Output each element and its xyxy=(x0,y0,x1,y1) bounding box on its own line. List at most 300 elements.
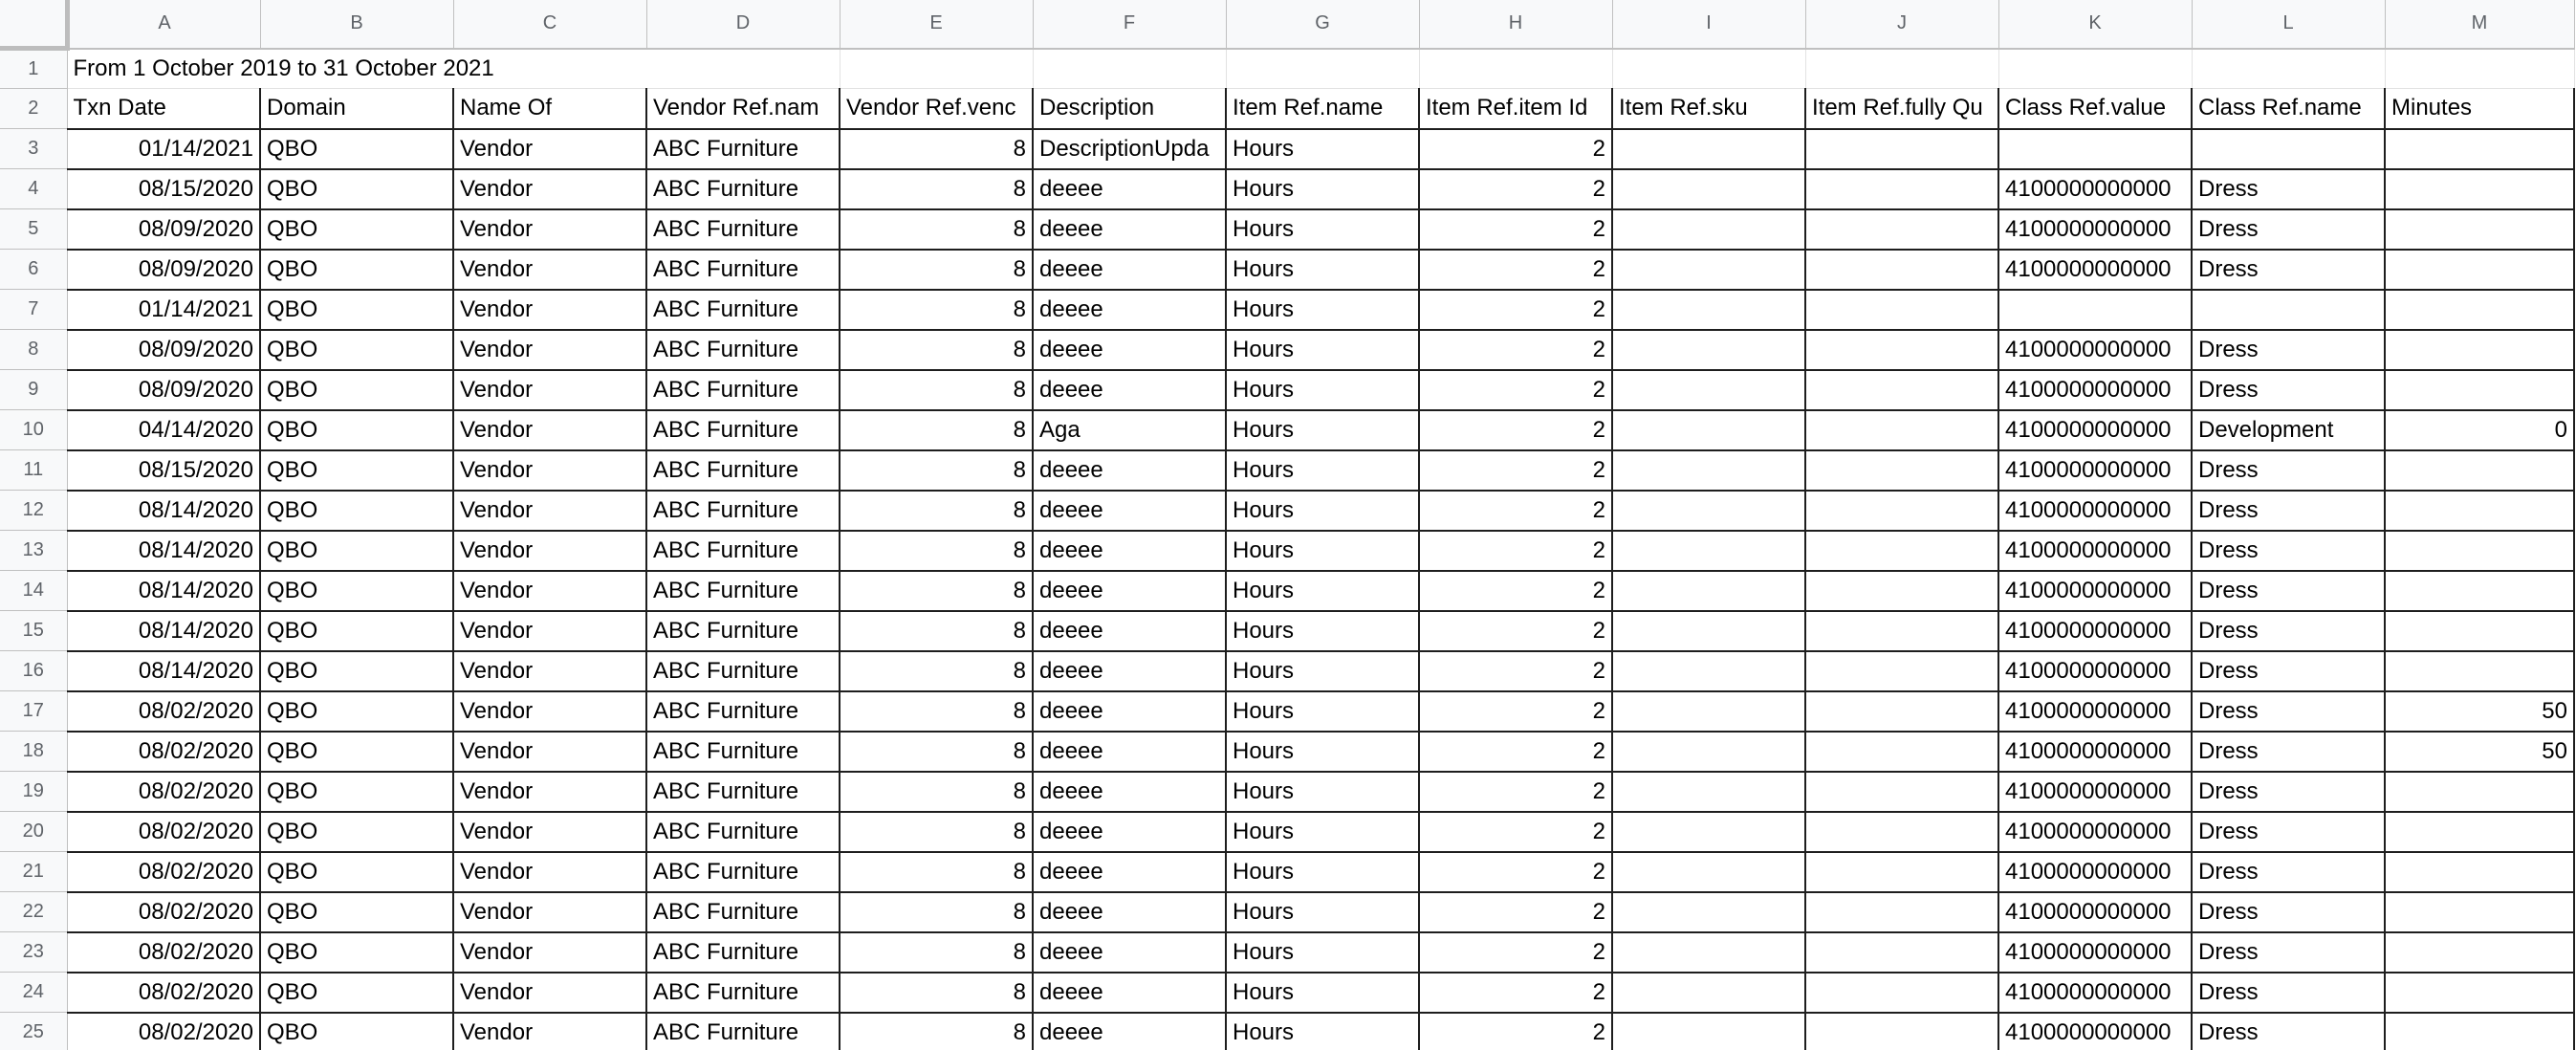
row-header[interactable]: 20 xyxy=(0,812,67,852)
item-name-cell[interactable]: Hours xyxy=(1226,932,1419,973)
minutes-cell[interactable]: 50 xyxy=(2385,732,2574,772)
vendor-name-cell[interactable]: ABC Furniture xyxy=(646,1013,840,1050)
vendor-id-cell[interactable]: 8 xyxy=(840,691,1033,732)
name-of-cell[interactable]: Vendor xyxy=(453,531,646,571)
class-value-cell[interactable]: 4100000000000 xyxy=(1998,370,2192,410)
description-cell[interactable]: deeee xyxy=(1033,370,1226,410)
minutes-cell[interactable] xyxy=(2385,209,2574,250)
minutes-cell[interactable] xyxy=(2385,812,2574,852)
name-of-cell[interactable]: Vendor xyxy=(453,1013,646,1050)
class-value-cell[interactable]: 4100000000000 xyxy=(1998,772,2192,812)
item-name-cell[interactable]: Hours xyxy=(1226,169,1419,209)
domain-cell[interactable]: QBO xyxy=(260,491,453,531)
vendor-name-cell[interactable]: ABC Furniture xyxy=(646,852,840,892)
item-fully-qualified-cell[interactable] xyxy=(1805,531,1998,571)
minutes-cell[interactable] xyxy=(2385,531,2574,571)
class-name-cell[interactable]: Dress xyxy=(2192,531,2385,571)
class-value-cell[interactable]: 4100000000000 xyxy=(1998,450,2192,491)
class-value-cell[interactable]: 4100000000000 xyxy=(1998,732,2192,772)
item-id-cell[interactable]: 2 xyxy=(1419,410,1612,450)
report-title-cell[interactable]: From 1 October 2019 to 31 October 2021 xyxy=(67,49,840,89)
item-sku-cell[interactable] xyxy=(1612,812,1805,852)
class-name-cell[interactable]: Dress xyxy=(2192,812,2385,852)
item-name-cell[interactable]: Hours xyxy=(1226,651,1419,691)
item-sku-cell[interactable] xyxy=(1612,892,1805,932)
class-value-cell[interactable]: 4100000000000 xyxy=(1998,410,2192,450)
item-fully-qualified-cell[interactable] xyxy=(1805,290,1998,330)
domain-cell[interactable]: QBO xyxy=(260,611,453,651)
minutes-cell[interactable] xyxy=(2385,571,2574,611)
class-value-cell[interactable]: 4100000000000 xyxy=(1998,169,2192,209)
txn-date-cell[interactable]: 08/15/2020 xyxy=(67,450,260,491)
txn-date-cell[interactable]: 08/14/2020 xyxy=(67,651,260,691)
item-sku-cell[interactable] xyxy=(1612,932,1805,973)
txn-date-cell[interactable]: 08/02/2020 xyxy=(67,732,260,772)
column-header-i[interactable]: I xyxy=(1612,0,1805,49)
item-id-cell[interactable]: 2 xyxy=(1419,651,1612,691)
item-id-cell[interactable]: 2 xyxy=(1419,973,1612,1013)
vendor-name-cell[interactable]: ABC Furniture xyxy=(646,973,840,1013)
item-name-cell[interactable]: Hours xyxy=(1226,973,1419,1013)
name-of-cell[interactable]: Vendor xyxy=(453,691,646,732)
domain-cell[interactable]: QBO xyxy=(260,812,453,852)
row-header[interactable]: 18 xyxy=(0,732,67,772)
row-header[interactable]: 13 xyxy=(0,531,67,571)
name-of-cell[interactable]: Vendor xyxy=(453,129,646,169)
description-cell[interactable]: deeee xyxy=(1033,732,1226,772)
description-cell[interactable]: deeee xyxy=(1033,250,1226,290)
class-name-cell[interactable]: Dress xyxy=(2192,892,2385,932)
domain-cell[interactable]: QBO xyxy=(260,209,453,250)
txn-date-cell[interactable]: 08/09/2020 xyxy=(67,250,260,290)
description-cell[interactable]: deeee xyxy=(1033,651,1226,691)
item-sku-cell[interactable] xyxy=(1612,491,1805,531)
minutes-cell[interactable] xyxy=(2385,1013,2574,1050)
item-fully-qualified-cell[interactable] xyxy=(1805,450,1998,491)
cell[interactable] xyxy=(1419,49,1612,89)
description-cell[interactable]: deeee xyxy=(1033,450,1226,491)
item-id-cell[interactable]: 2 xyxy=(1419,892,1612,932)
class-name-cell[interactable]: Dress xyxy=(2192,330,2385,370)
item-name-cell[interactable]: Hours xyxy=(1226,892,1419,932)
cell[interactable] xyxy=(1033,49,1226,89)
item-sku-cell[interactable] xyxy=(1612,410,1805,450)
item-sku-cell[interactable] xyxy=(1612,691,1805,732)
item-name-cell[interactable]: Hours xyxy=(1226,732,1419,772)
item-name-cell[interactable]: Hours xyxy=(1226,330,1419,370)
class-value-cell[interactable]: 4100000000000 xyxy=(1998,852,2192,892)
class-value-cell[interactable]: 4100000000000 xyxy=(1998,812,2192,852)
item-sku-cell[interactable] xyxy=(1612,571,1805,611)
header-cell-description[interactable]: Description xyxy=(1033,89,1226,129)
item-name-cell[interactable]: Hours xyxy=(1226,290,1419,330)
domain-cell[interactable]: QBO xyxy=(260,129,453,169)
vendor-id-cell[interactable]: 8 xyxy=(840,209,1033,250)
vendor-name-cell[interactable]: ABC Furniture xyxy=(646,250,840,290)
domain-cell[interactable]: QBO xyxy=(260,571,453,611)
txn-date-cell[interactable]: 08/02/2020 xyxy=(67,892,260,932)
txn-date-cell[interactable]: 08/02/2020 xyxy=(67,932,260,973)
item-id-cell[interactable]: 2 xyxy=(1419,290,1612,330)
column-header-b[interactable]: B xyxy=(260,0,453,49)
column-header-e[interactable]: E xyxy=(840,0,1033,49)
row-header[interactable]: 15 xyxy=(0,611,67,651)
header-cell-vendor-ref-vendor[interactable]: Vendor Ref.venc xyxy=(840,89,1033,129)
name-of-cell[interactable]: Vendor xyxy=(453,651,646,691)
item-name-cell[interactable]: Hours xyxy=(1226,772,1419,812)
cell[interactable] xyxy=(1998,49,2192,89)
minutes-cell[interactable] xyxy=(2385,370,2574,410)
item-id-cell[interactable]: 2 xyxy=(1419,1013,1612,1050)
vendor-name-cell[interactable]: ABC Furniture xyxy=(646,571,840,611)
column-header-f[interactable]: F xyxy=(1033,0,1226,49)
description-cell[interactable]: DescriptionUpda xyxy=(1033,129,1226,169)
domain-cell[interactable]: QBO xyxy=(260,330,453,370)
item-fully-qualified-cell[interactable] xyxy=(1805,892,1998,932)
item-name-cell[interactable]: Hours xyxy=(1226,250,1419,290)
class-name-cell[interactable]: Dress xyxy=(2192,852,2385,892)
item-sku-cell[interactable] xyxy=(1612,852,1805,892)
vendor-id-cell[interactable]: 8 xyxy=(840,852,1033,892)
description-cell[interactable]: deeee xyxy=(1033,169,1226,209)
minutes-cell[interactable] xyxy=(2385,611,2574,651)
vendor-id-cell[interactable]: 8 xyxy=(840,169,1033,209)
domain-cell[interactable]: QBO xyxy=(260,973,453,1013)
minutes-cell[interactable] xyxy=(2385,129,2574,169)
item-name-cell[interactable]: Hours xyxy=(1226,370,1419,410)
class-name-cell[interactable]: Dress xyxy=(2192,370,2385,410)
txn-date-cell[interactable]: 01/14/2021 xyxy=(67,129,260,169)
txn-date-cell[interactable]: 08/09/2020 xyxy=(67,330,260,370)
item-id-cell[interactable]: 2 xyxy=(1419,812,1612,852)
item-sku-cell[interactable] xyxy=(1612,250,1805,290)
row-header[interactable]: 7 xyxy=(0,290,67,330)
row-header[interactable]: 12 xyxy=(0,491,67,531)
class-name-cell[interactable]: Dress xyxy=(2192,772,2385,812)
item-id-cell[interactable]: 2 xyxy=(1419,531,1612,571)
cell[interactable] xyxy=(1226,49,1419,89)
item-fully-qualified-cell[interactable] xyxy=(1805,732,1998,772)
item-fully-qualified-cell[interactable] xyxy=(1805,1013,1998,1050)
description-cell[interactable]: deeee xyxy=(1033,1013,1226,1050)
class-value-cell[interactable]: 4100000000000 xyxy=(1998,611,2192,651)
domain-cell[interactable]: QBO xyxy=(260,932,453,973)
item-fully-qualified-cell[interactable] xyxy=(1805,651,1998,691)
item-id-cell[interactable]: 2 xyxy=(1419,169,1612,209)
item-id-cell[interactable]: 2 xyxy=(1419,691,1612,732)
item-fully-qualified-cell[interactable] xyxy=(1805,129,1998,169)
class-value-cell[interactable] xyxy=(1998,290,2192,330)
class-name-cell[interactable]: Dress xyxy=(2192,932,2385,973)
name-of-cell[interactable]: Vendor xyxy=(453,852,646,892)
item-fully-qualified-cell[interactable] xyxy=(1805,852,1998,892)
item-name-cell[interactable]: Hours xyxy=(1226,812,1419,852)
vendor-name-cell[interactable]: ABC Furniture xyxy=(646,772,840,812)
class-name-cell[interactable]: Dress xyxy=(2192,250,2385,290)
row-header[interactable]: 24 xyxy=(0,973,67,1013)
row-header[interactable]: 9 xyxy=(0,370,67,410)
name-of-cell[interactable]: Vendor xyxy=(453,410,646,450)
description-cell[interactable]: deeee xyxy=(1033,611,1226,651)
item-fully-qualified-cell[interactable] xyxy=(1805,812,1998,852)
item-fully-qualified-cell[interactable] xyxy=(1805,611,1998,651)
header-cell-name-of[interactable]: Name Of xyxy=(453,89,646,129)
name-of-cell[interactable]: Vendor xyxy=(453,772,646,812)
row-header[interactable]: 2 xyxy=(0,89,67,129)
name-of-cell[interactable]: Vendor xyxy=(453,250,646,290)
txn-date-cell[interactable]: 08/02/2020 xyxy=(67,772,260,812)
vendor-name-cell[interactable]: ABC Furniture xyxy=(646,892,840,932)
row-header[interactable]: 14 xyxy=(0,571,67,611)
name-of-cell[interactable]: Vendor xyxy=(453,370,646,410)
item-name-cell[interactable]: Hours xyxy=(1226,852,1419,892)
domain-cell[interactable]: QBO xyxy=(260,651,453,691)
vendor-name-cell[interactable]: ABC Furniture xyxy=(646,611,840,651)
txn-date-cell[interactable]: 08/14/2020 xyxy=(67,611,260,651)
vendor-id-cell[interactable]: 8 xyxy=(840,531,1033,571)
vendor-id-cell[interactable]: 8 xyxy=(840,812,1033,852)
cell[interactable] xyxy=(1612,49,1805,89)
class-name-cell[interactable]: Dress xyxy=(2192,491,2385,531)
item-sku-cell[interactable] xyxy=(1612,531,1805,571)
item-name-cell[interactable]: Hours xyxy=(1226,1013,1419,1050)
txn-date-cell[interactable]: 08/02/2020 xyxy=(67,852,260,892)
minutes-cell[interactable] xyxy=(2385,973,2574,1013)
domain-cell[interactable]: QBO xyxy=(260,772,453,812)
cell[interactable] xyxy=(840,49,1033,89)
name-of-cell[interactable]: Vendor xyxy=(453,571,646,611)
vendor-id-cell[interactable]: 8 xyxy=(840,932,1033,973)
item-fully-qualified-cell[interactable] xyxy=(1805,932,1998,973)
cell[interactable] xyxy=(2385,49,2574,89)
class-value-cell[interactable]: 4100000000000 xyxy=(1998,531,2192,571)
item-fully-qualified-cell[interactable] xyxy=(1805,491,1998,531)
item-name-cell[interactable]: Hours xyxy=(1226,410,1419,450)
column-header-g[interactable]: G xyxy=(1226,0,1419,49)
column-header-k[interactable]: K xyxy=(1998,0,2192,49)
txn-date-cell[interactable]: 08/15/2020 xyxy=(67,169,260,209)
class-name-cell[interactable] xyxy=(2192,129,2385,169)
class-value-cell[interactable]: 4100000000000 xyxy=(1998,209,2192,250)
row-header[interactable]: 19 xyxy=(0,772,67,812)
item-id-cell[interactable]: 2 xyxy=(1419,450,1612,491)
item-sku-cell[interactable] xyxy=(1612,611,1805,651)
description-cell[interactable]: deeee xyxy=(1033,973,1226,1013)
domain-cell[interactable]: QBO xyxy=(260,169,453,209)
item-id-cell[interactable]: 2 xyxy=(1419,772,1612,812)
description-cell[interactable]: deeee xyxy=(1033,772,1226,812)
txn-date-cell[interactable]: 08/09/2020 xyxy=(67,209,260,250)
class-name-cell[interactable]: Dress xyxy=(2192,169,2385,209)
vendor-id-cell[interactable]: 8 xyxy=(840,973,1033,1013)
txn-date-cell[interactable]: 01/14/2021 xyxy=(67,290,260,330)
minutes-cell[interactable] xyxy=(2385,169,2574,209)
class-name-cell[interactable]: Dress xyxy=(2192,973,2385,1013)
item-name-cell[interactable]: Hours xyxy=(1226,531,1419,571)
txn-date-cell[interactable]: 08/14/2020 xyxy=(67,491,260,531)
row-header[interactable]: 17 xyxy=(0,691,67,732)
item-id-cell[interactable]: 2 xyxy=(1419,732,1612,772)
item-sku-cell[interactable] xyxy=(1612,732,1805,772)
item-id-cell[interactable]: 2 xyxy=(1419,571,1612,611)
name-of-cell[interactable]: Vendor xyxy=(453,732,646,772)
column-header-a[interactable]: A xyxy=(67,0,260,49)
header-cell-txn-date[interactable]: Txn Date xyxy=(67,89,260,129)
domain-cell[interactable]: QBO xyxy=(260,892,453,932)
item-id-cell[interactable]: 2 xyxy=(1419,330,1612,370)
item-name-cell[interactable]: Hours xyxy=(1226,691,1419,732)
item-fully-qualified-cell[interactable] xyxy=(1805,772,1998,812)
row-header[interactable]: 1 xyxy=(0,49,67,89)
column-header-m[interactable]: M xyxy=(2385,0,2574,49)
vendor-id-cell[interactable]: 8 xyxy=(840,772,1033,812)
domain-cell[interactable]: QBO xyxy=(260,450,453,491)
name-of-cell[interactable]: Vendor xyxy=(453,973,646,1013)
row-header[interactable]: 23 xyxy=(0,932,67,973)
class-value-cell[interactable] xyxy=(1998,129,2192,169)
description-cell[interactable]: deeee xyxy=(1033,852,1226,892)
column-header-h[interactable]: H xyxy=(1419,0,1612,49)
item-sku-cell[interactable] xyxy=(1612,1013,1805,1050)
domain-cell[interactable]: QBO xyxy=(260,732,453,772)
vendor-name-cell[interactable]: ABC Furniture xyxy=(646,370,840,410)
txn-date-cell[interactable]: 08/14/2020 xyxy=(67,571,260,611)
item-fully-qualified-cell[interactable] xyxy=(1805,691,1998,732)
item-sku-cell[interactable] xyxy=(1612,450,1805,491)
domain-cell[interactable]: QBO xyxy=(260,531,453,571)
vendor-name-cell[interactable]: ABC Furniture xyxy=(646,450,840,491)
item-fully-qualified-cell[interactable] xyxy=(1805,410,1998,450)
name-of-cell[interactable]: Vendor xyxy=(453,290,646,330)
minutes-cell[interactable] xyxy=(2385,892,2574,932)
item-fully-qualified-cell[interactable] xyxy=(1805,571,1998,611)
header-cell-class-ref-value[interactable]: Class Ref.value xyxy=(1998,89,2192,129)
class-value-cell[interactable]: 4100000000000 xyxy=(1998,651,2192,691)
class-name-cell[interactable]: Dress xyxy=(2192,611,2385,651)
row-header[interactable]: 22 xyxy=(0,892,67,932)
header-cell-item-ref-sku[interactable]: Item Ref.sku xyxy=(1612,89,1805,129)
vendor-name-cell[interactable]: ABC Furniture xyxy=(646,209,840,250)
item-id-cell[interactable]: 2 xyxy=(1419,129,1612,169)
minutes-cell[interactable] xyxy=(2385,290,2574,330)
class-name-cell[interactable]: Dress xyxy=(2192,1013,2385,1050)
item-name-cell[interactable]: Hours xyxy=(1226,129,1419,169)
txn-date-cell[interactable]: 04/14/2020 xyxy=(67,410,260,450)
vendor-id-cell[interactable]: 8 xyxy=(840,410,1033,450)
column-header-d[interactable]: D xyxy=(646,0,840,49)
class-name-cell[interactable]: Dress xyxy=(2192,691,2385,732)
vendor-name-cell[interactable]: ABC Furniture xyxy=(646,531,840,571)
vendor-id-cell[interactable]: 8 xyxy=(840,611,1033,651)
vendor-name-cell[interactable]: ABC Furniture xyxy=(646,290,840,330)
item-id-cell[interactable]: 2 xyxy=(1419,209,1612,250)
item-sku-cell[interactable] xyxy=(1612,129,1805,169)
name-of-cell[interactable]: Vendor xyxy=(453,209,646,250)
domain-cell[interactable]: QBO xyxy=(260,290,453,330)
header-cell-minutes[interactable]: Minutes xyxy=(2385,89,2574,129)
item-fully-qualified-cell[interactable] xyxy=(1805,370,1998,410)
header-cell-item-ref-name[interactable]: Item Ref.name xyxy=(1226,89,1419,129)
domain-cell[interactable]: QBO xyxy=(260,852,453,892)
description-cell[interactable]: deeee xyxy=(1033,571,1226,611)
item-name-cell[interactable]: Hours xyxy=(1226,491,1419,531)
domain-cell[interactable]: QBO xyxy=(260,370,453,410)
row-header[interactable]: 10 xyxy=(0,410,67,450)
txn-date-cell[interactable]: 08/02/2020 xyxy=(67,1013,260,1050)
minutes-cell[interactable] xyxy=(2385,651,2574,691)
vendor-name-cell[interactable]: ABC Furniture xyxy=(646,932,840,973)
vendor-id-cell[interactable]: 8 xyxy=(840,250,1033,290)
row-header[interactable]: 11 xyxy=(0,450,67,491)
item-name-cell[interactable]: Hours xyxy=(1226,611,1419,651)
row-header[interactable]: 8 xyxy=(0,330,67,370)
domain-cell[interactable]: QBO xyxy=(260,691,453,732)
row-header[interactable]: 21 xyxy=(0,852,67,892)
vendor-id-cell[interactable]: 8 xyxy=(840,571,1033,611)
vendor-id-cell[interactable]: 8 xyxy=(840,129,1033,169)
column-header-j[interactable]: J xyxy=(1805,0,1998,49)
vendor-id-cell[interactable]: 8 xyxy=(840,491,1033,531)
item-sku-cell[interactable] xyxy=(1612,651,1805,691)
domain-cell[interactable]: QBO xyxy=(260,250,453,290)
cell[interactable] xyxy=(2192,49,2385,89)
minutes-cell[interactable] xyxy=(2385,852,2574,892)
item-sku-cell[interactable] xyxy=(1612,330,1805,370)
minutes-cell[interactable]: 0 xyxy=(2385,410,2574,450)
item-sku-cell[interactable] xyxy=(1612,290,1805,330)
vendor-name-cell[interactable]: ABC Furniture xyxy=(646,691,840,732)
class-value-cell[interactable]: 4100000000000 xyxy=(1998,892,2192,932)
item-sku-cell[interactable] xyxy=(1612,209,1805,250)
class-value-cell[interactable]: 4100000000000 xyxy=(1998,250,2192,290)
description-cell[interactable]: deeee xyxy=(1033,209,1226,250)
minutes-cell[interactable]: 50 xyxy=(2385,691,2574,732)
name-of-cell[interactable]: Vendor xyxy=(453,169,646,209)
class-name-cell[interactable]: Dress xyxy=(2192,571,2385,611)
txn-date-cell[interactable]: 08/02/2020 xyxy=(67,812,260,852)
item-sku-cell[interactable] xyxy=(1612,973,1805,1013)
item-fully-qualified-cell[interactable] xyxy=(1805,209,1998,250)
header-cell-class-ref-name[interactable]: Class Ref.name xyxy=(2192,89,2385,129)
class-name-cell[interactable]: Dress xyxy=(2192,732,2385,772)
minutes-cell[interactable] xyxy=(2385,450,2574,491)
name-of-cell[interactable]: Vendor xyxy=(453,892,646,932)
class-name-cell[interactable]: Dress xyxy=(2192,651,2385,691)
description-cell[interactable]: deeee xyxy=(1033,290,1226,330)
description-cell[interactable]: deeee xyxy=(1033,491,1226,531)
class-value-cell[interactable]: 4100000000000 xyxy=(1998,932,2192,973)
class-name-cell[interactable]: Dress xyxy=(2192,450,2385,491)
header-cell-vendor-ref-name[interactable]: Vendor Ref.nam xyxy=(646,89,840,129)
txn-date-cell[interactable]: 08/02/2020 xyxy=(67,973,260,1013)
class-value-cell[interactable]: 4100000000000 xyxy=(1998,571,2192,611)
vendor-id-cell[interactable]: 8 xyxy=(840,1013,1033,1050)
item-sku-cell[interactable] xyxy=(1612,370,1805,410)
item-sku-cell[interactable] xyxy=(1612,772,1805,812)
vendor-name-cell[interactable]: ABC Furniture xyxy=(646,812,840,852)
name-of-cell[interactable]: Vendor xyxy=(453,330,646,370)
item-sku-cell[interactable] xyxy=(1612,169,1805,209)
domain-cell[interactable]: QBO xyxy=(260,1013,453,1050)
minutes-cell[interactable] xyxy=(2385,932,2574,973)
select-all-corner[interactable] xyxy=(0,0,67,49)
txn-date-cell[interactable]: 08/14/2020 xyxy=(67,531,260,571)
description-cell[interactable]: deeee xyxy=(1033,932,1226,973)
item-id-cell[interactable]: 2 xyxy=(1419,932,1612,973)
description-cell[interactable]: deeee xyxy=(1033,531,1226,571)
item-id-cell[interactable]: 2 xyxy=(1419,370,1612,410)
vendor-id-cell[interactable]: 8 xyxy=(840,732,1033,772)
